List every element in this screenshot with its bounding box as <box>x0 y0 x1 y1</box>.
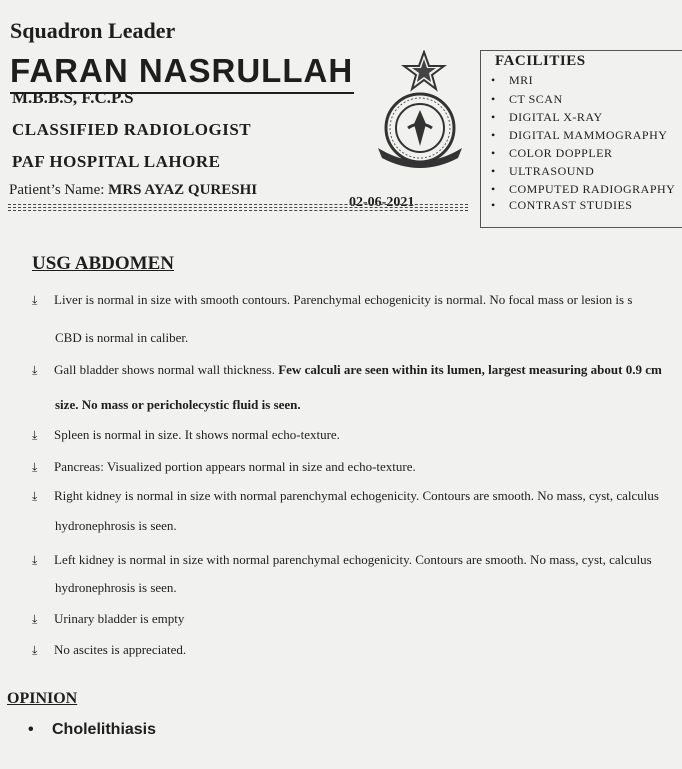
finding-item: ⤓ Gall bladder shows normal wall thickness. Few calculi are seen within its lumen, largest measuring about 0.9 cm <box>32 362 662 377</box>
report-date: 02-06-2021 <box>349 195 415 210</box>
finding-item: ⤓ Right kidney is normal in size with normal parenchymal echogenicity. Contours are smooth. No mass, cyst, calculus <box>32 488 659 503</box>
rank-text: Squadron Leader <box>10 18 176 43</box>
finding-continuation: hydronephrosis is seen. <box>55 580 177 595</box>
facility-item: • DIGITAL X-RAY <box>491 110 603 124</box>
arrow-down-bar-icon: ⤓ <box>32 489 38 503</box>
finding-item: ⤓ Pancreas: Visualized portion appears normal in size and echo-texture. <box>32 459 416 474</box>
arrow-down-bar-icon: ⤓ <box>32 428 38 442</box>
facility-item: • DIGITAL MAMMOGRAPHY <box>491 128 668 142</box>
facility-item: • CT SCAN <box>491 92 563 106</box>
patient-line <box>9 182 257 199</box>
finding-item: ⤓ Left kidney is normal in size with normal parenchymal echogenicity. Contours are smooth. No mass, cyst, calculus <box>32 552 652 567</box>
facility-item: • ULTRASOUND <box>491 164 595 178</box>
finding-continuation: size. No mass or pericholecystic fluid is seen. <box>55 397 301 412</box>
doctor-name: FARAN NASRULLAH <box>10 52 354 89</box>
finding-item: ⤓ Spleen is normal in size. It shows normal echo-texture. <box>32 427 340 442</box>
hospital-name: PAF HOSPITAL LAHORE <box>12 152 221 171</box>
facility-item: • COLOR DOPPLER <box>491 146 613 160</box>
patient-label: Patient’s Name: <box>9 182 105 198</box>
arrow-down-bar-icon: ⤓ <box>32 293 38 307</box>
arrow-down-bar-icon: ⤓ <box>32 553 38 567</box>
finding-continuation: hydronephrosis is seen. <box>55 518 177 533</box>
facilities-title: FACILITIES <box>495 53 586 69</box>
arrow-down-bar-icon: ⤓ <box>32 363 38 377</box>
facility-item: • MRI <box>491 73 534 87</box>
finding-item: ⤓ Urinary bladder is empty <box>32 611 185 626</box>
opinion-heading: OPINION <box>7 690 78 707</box>
qualifications: M.B.B.S, F.C.P.S <box>12 88 134 107</box>
facilities-box <box>480 50 682 228</box>
designation: CLASSIFIED RADIOLOGIST <box>12 120 252 139</box>
finding-item: ⤓ No ascites is appreciated. <box>32 642 187 657</box>
facility-item: • COMPUTED RADIOGRAPHY <box>491 182 676 196</box>
finding-item: ⤓ Liver is normal in size with smooth contours. Parenchymal echogenicity is normal. No focal mass or lesion is s <box>32 292 633 307</box>
report-heading: USG ABDOMEN <box>32 253 174 274</box>
facility-item: • CONTRAST STUDIES <box>491 198 633 212</box>
opinion-item: • Cholelithiasis <box>28 721 157 738</box>
header-divider <box>8 204 468 218</box>
arrow-down-bar-icon: ⤓ <box>32 643 38 657</box>
paf-crest-emblem <box>374 50 466 168</box>
patient-name: MRS AYAZ QURESHI <box>108 182 258 198</box>
arrow-down-bar-icon: ⤓ <box>32 460 38 474</box>
arrow-down-bar-icon: ⤓ <box>32 612 38 626</box>
finding-continuation: CBD is normal in caliber. <box>55 330 189 345</box>
